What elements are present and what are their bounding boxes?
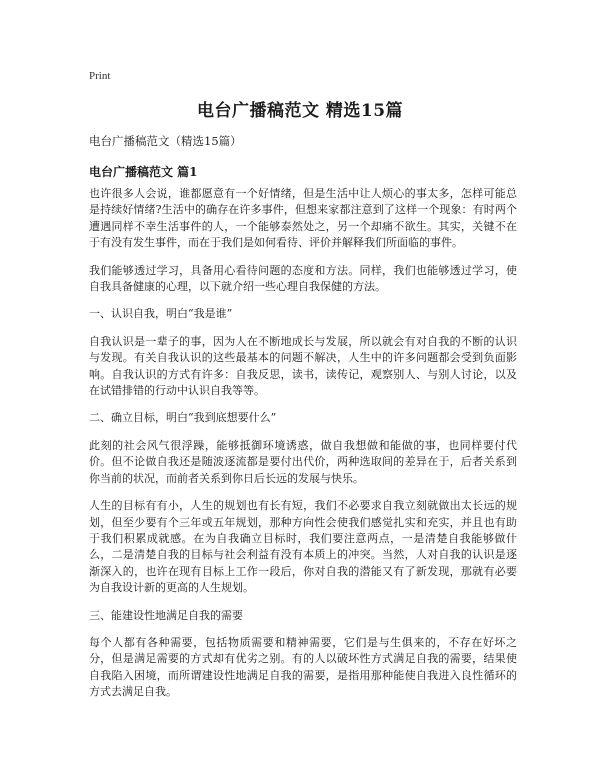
paragraph-5: 人生的目标有有小，人生的规划也有长有短，我们不必要求自我立刻就做出太长远的规划，但至少要有个三年或五年规划，那种方向性会使我们感觉扎实和充实，并且也有助于我们积累成就感。在为自我确立目标时，我们要注意两点，一是清楚自我能够做什么，二是清楚自我的目标与社会利益有没有本质上的冲突。当然，人对自我的认识是逐渐深入的，也许在现有目标上工作一段后，你对自我的潜能又有了新发现，那就有必要为自我设计新的更高的人生规划。 (89, 499, 517, 595)
subheading-3: 三、能建设性地满足自我的需要 (89, 608, 243, 622)
document-body (89, 186, 517, 712)
paragraph-3: 自我认识是一辈子的事，因为人在不断地成长与发展，所以就会有对自我的不断的认识与发现。有关自我认识的这些最基本的问题不解决，人生中的许多问题都会受到负面影响。自我认识的方式有许多：自我反思，读书，读传记，观察别人、与别人讨论，以及在试错排错的行动中认识自我等等。 (89, 334, 517, 398)
section-heading: 电台广播稿范文 篇1 (89, 165, 198, 179)
print-label: Print (89, 70, 111, 82)
subheading-1: 一、认识自我，明白“我是谁” (89, 307, 233, 321)
document-title: 电台广播稿范文 精选15篇 (196, 101, 404, 121)
paragraph-6: 每个人都有各种需要，包括物质需要和精神需要，它们是与生俱来的，不存在好坏之分，但是满足需要的方式却有优劣之别。有的人以破坏性方式满足自我的需要，结果使自我陷入困境，而所谓建设性地满足自我的需要，是指用那种能使自我进入良性循环的方式去满足自我。 (89, 635, 517, 699)
paragraph-4: 此刻的社会风气很浮躁，能够抵御环境诱惑，做自我想做和能做的事，也同样要付代价。但不论做自我还是随波逐流都是要付出代价，两种选取间的差异在于，后者关系到你当前的状况，而前者关系到你日后长远的发展与快乐。 (89, 438, 517, 485)
paragraph-1: 也许很多人会说，谁都愿意有一个好情绪，但是生活中让人烦心的事太多，怎样可能总是持续好情绪?生活中的确存在许多事件，但想来家都注意到了这样一个现象：有时两个遭遇同样不幸生活事件的人，一个能够泰然处之，另一个却痛不欲生。其实，关键不在于有没有发生事件，而在于我们是如何看待、评价并解释我们所面临的事件。 (89, 187, 517, 250)
paragraph-2: 我们能够透过学习，具备用心看待问题的态度和方法。同样，我们也能够透过学习，使自我具备健康的心理，以下就介绍一些心理自我保健的方法。 (89, 263, 517, 294)
document-subtitle: 电台广播稿范文（精选15篇） (89, 134, 242, 148)
subheading-2: 二、确立目标，明白“我到底想要什么” (89, 411, 277, 425)
